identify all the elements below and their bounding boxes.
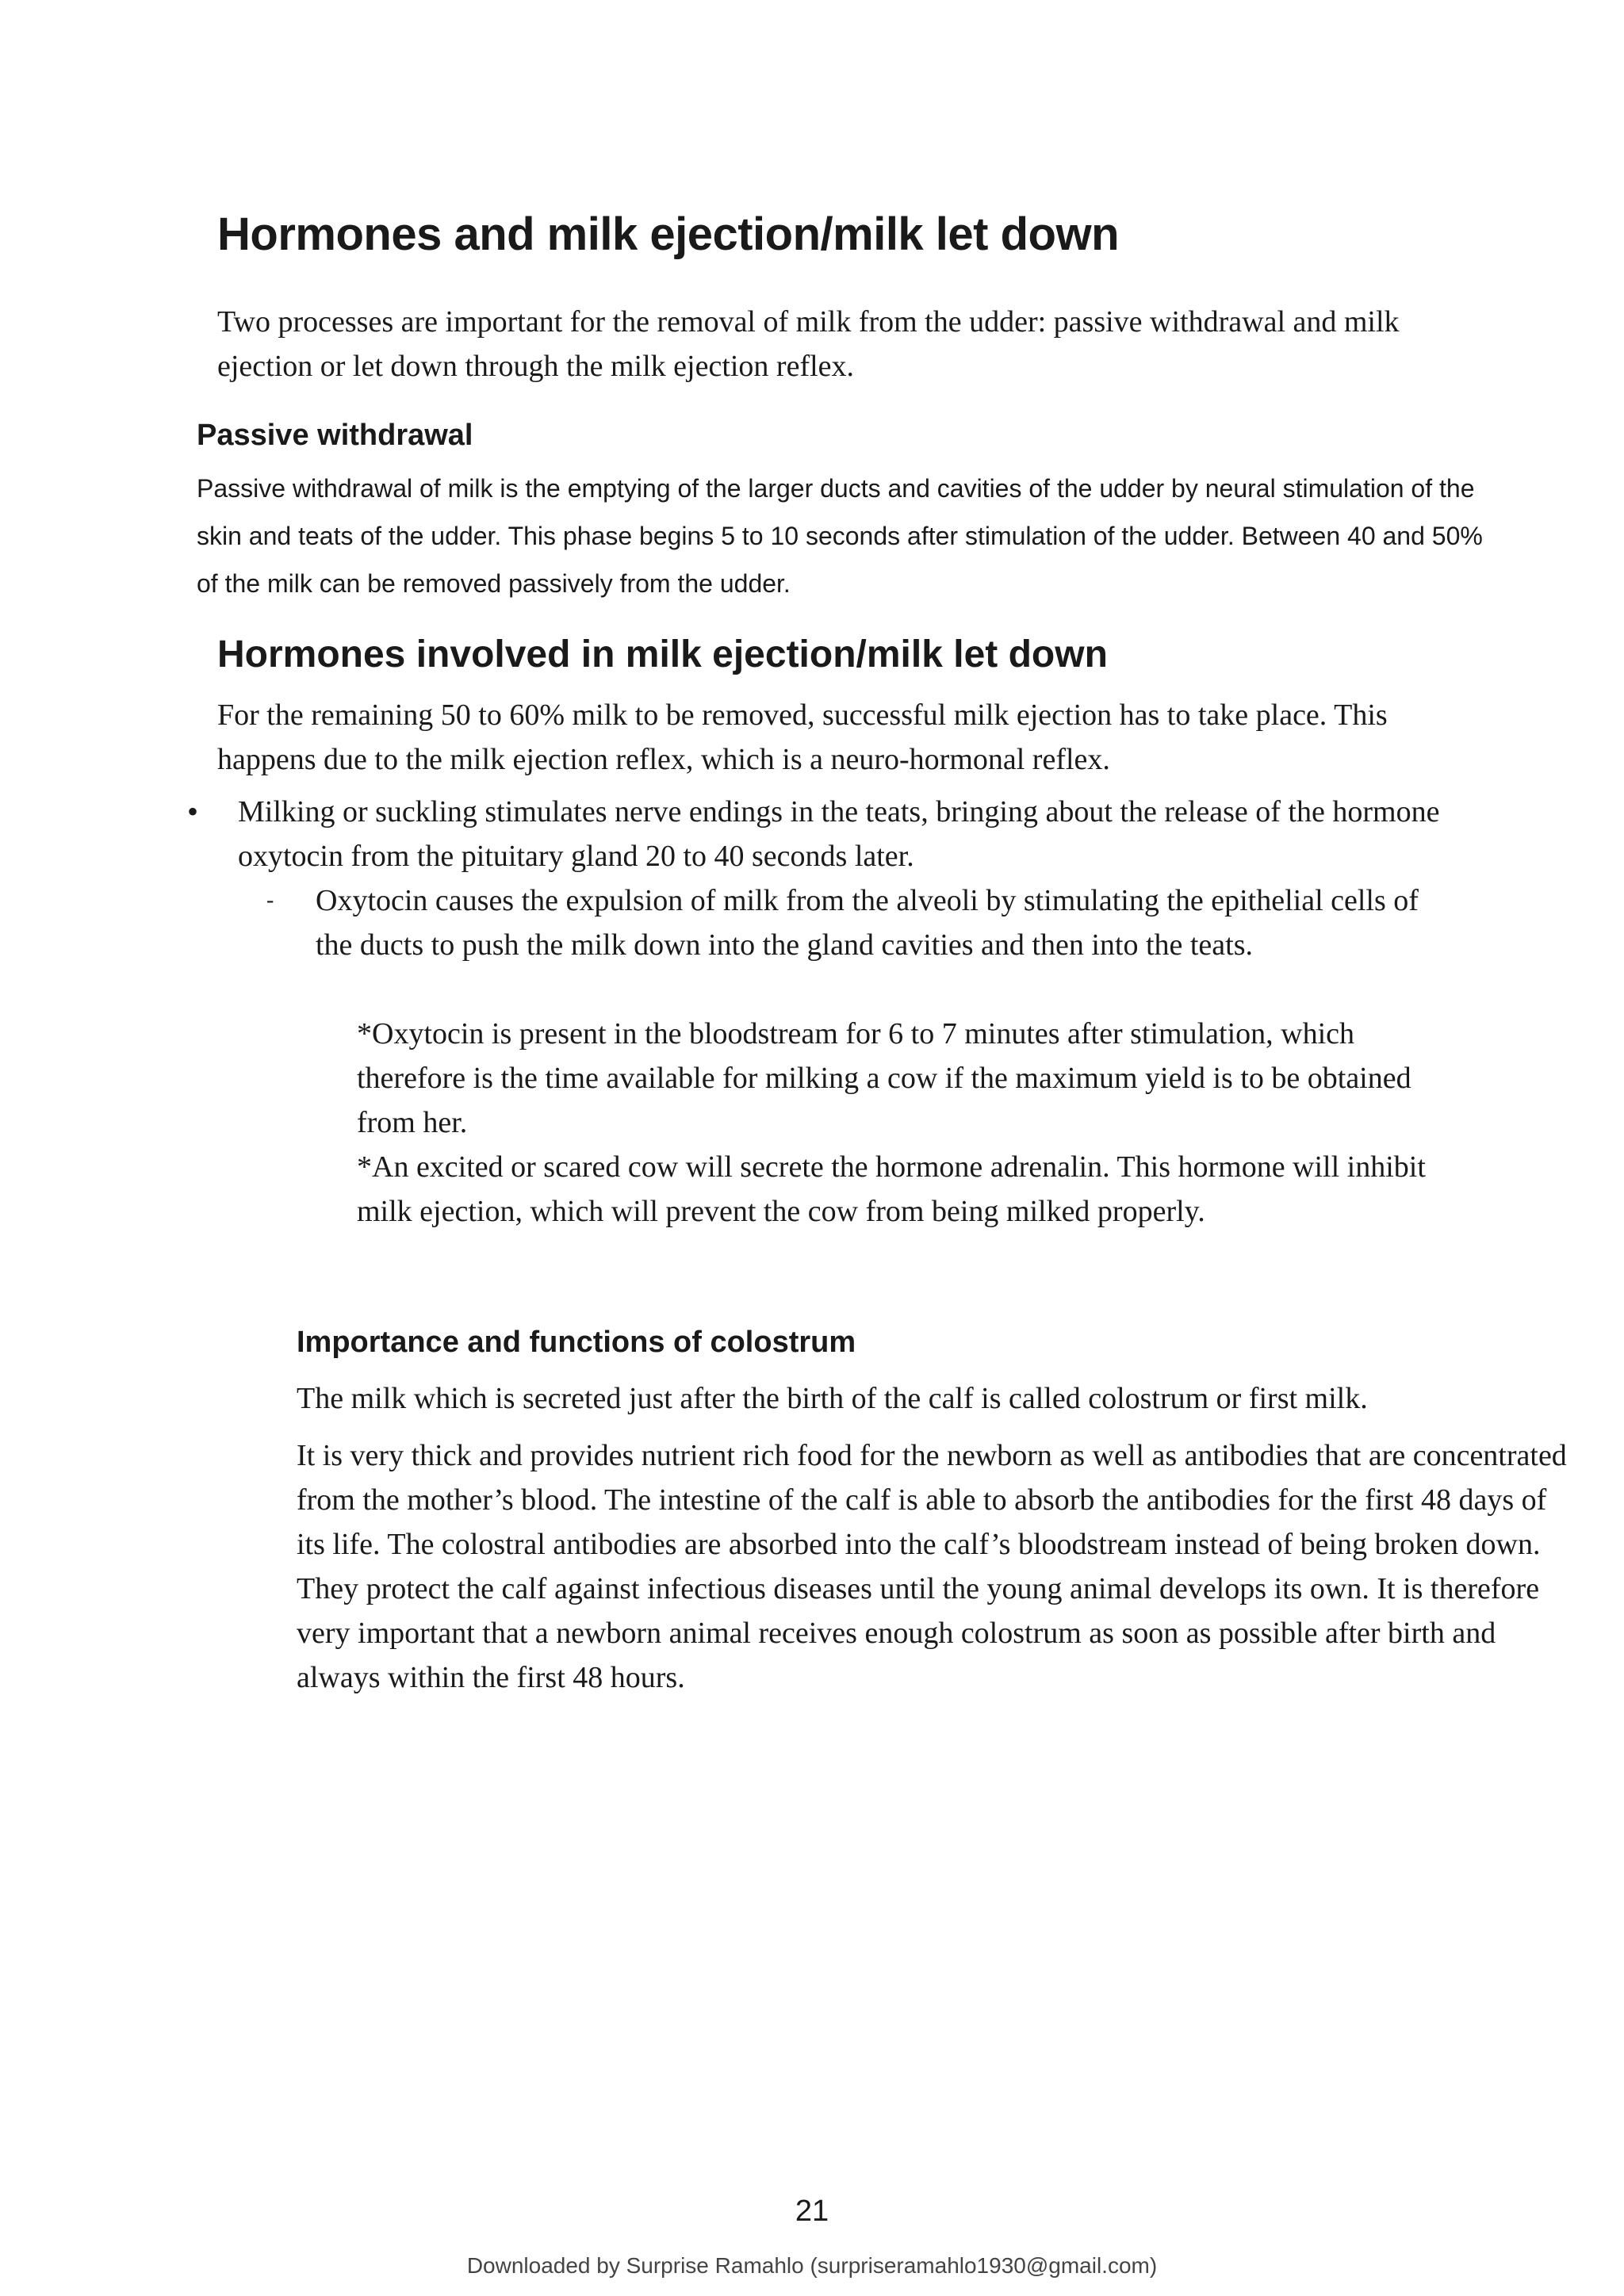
intro-paragraph: Two processes are important for the removal of milk from the udder: passive withdrawal and milk ejection or let down through the milk ejection reflex. <box>217 305 1400 383</box>
bullet-marker: • <box>187 794 199 829</box>
colostrum-heading: Importance and functions of colostrum <box>297 1326 856 1359</box>
bullet-item-oxytocin-release: Milking or suckling stimulates nerve endings in the teats, bringing about the release of the hormone oxytocin from the pituitary gland 20 to 40 seconds later. <box>238 795 1440 873</box>
passive-withdrawal-heading: Passive withdrawal <box>197 419 473 452</box>
colostrum-paragraph: It is very thick and provides nutrient rich food for the newborn as well as antibodies that are concentrated from the mother’s blood. The intestine of the calf is able to absorb the antibodies for the first 48 days of its life. The colostral antibodies are absorbed into the calf’s bloodstream instead of being broken down. They protect the calf against infectious diseases until the young animal develops its own. It is therefore very important that a newborn animal receives enough colostrum as soon as possible after birth and always within the first 48 hours. <box>297 1439 1567 1694</box>
colostrum-definition: The milk which is secreted just after the birth of the calf is called colostrum or first milk. <box>297 1382 1368 1415</box>
download-footer: Downloaded by Surprise Ramahlo (surpriseramahlo1930@gmail.com) <box>466 2253 1158 2278</box>
page-number: 21 <box>795 2195 829 2228</box>
page-title: Hormones and milk ejection/milk let down <box>217 209 1119 260</box>
dash-marker: - <box>266 888 274 913</box>
hormones-heading: Hormones involved in milk ejection/milk let down <box>217 633 1108 675</box>
note-oxytocin-duration: *Oxytocin is present in the bloodstream for 6 to 7 minutes after stimulation, which therefore is the time available for milking a cow if the maximum yield is to be obtained from her. <box>357 1017 1411 1139</box>
note-adrenalin: *An excited or scared cow will secrete the hormone adrenalin. This hormone will inhibit milk ejection, which will prevent the cow from being milked properly. <box>357 1150 1426 1228</box>
sub-item-oxytocin-expulsion: Oxytocin causes the expulsion of milk from the alveoli by stimulating the epithelial cells of the ducts to push the milk down into the gland cavities and then into the teats. <box>316 884 1419 962</box>
hormones-intro-paragraph: For the remaining 50 to 60% milk to be removed, successful milk ejection has to take place. This happens due to the milk ejection reflex, which is a neuro-hormonal reflex. <box>217 698 1388 776</box>
passive-withdrawal-paragraph: Passive withdrawal of milk is the emptying of the larger ducts and cavities of the udder by neural stimulation of the skin and teats of the udder. This phase begins 5 to 10 seconds after stimulation of the udder. Between 40 and 50% of the milk can be removed passively from the udder. <box>197 474 1483 598</box>
